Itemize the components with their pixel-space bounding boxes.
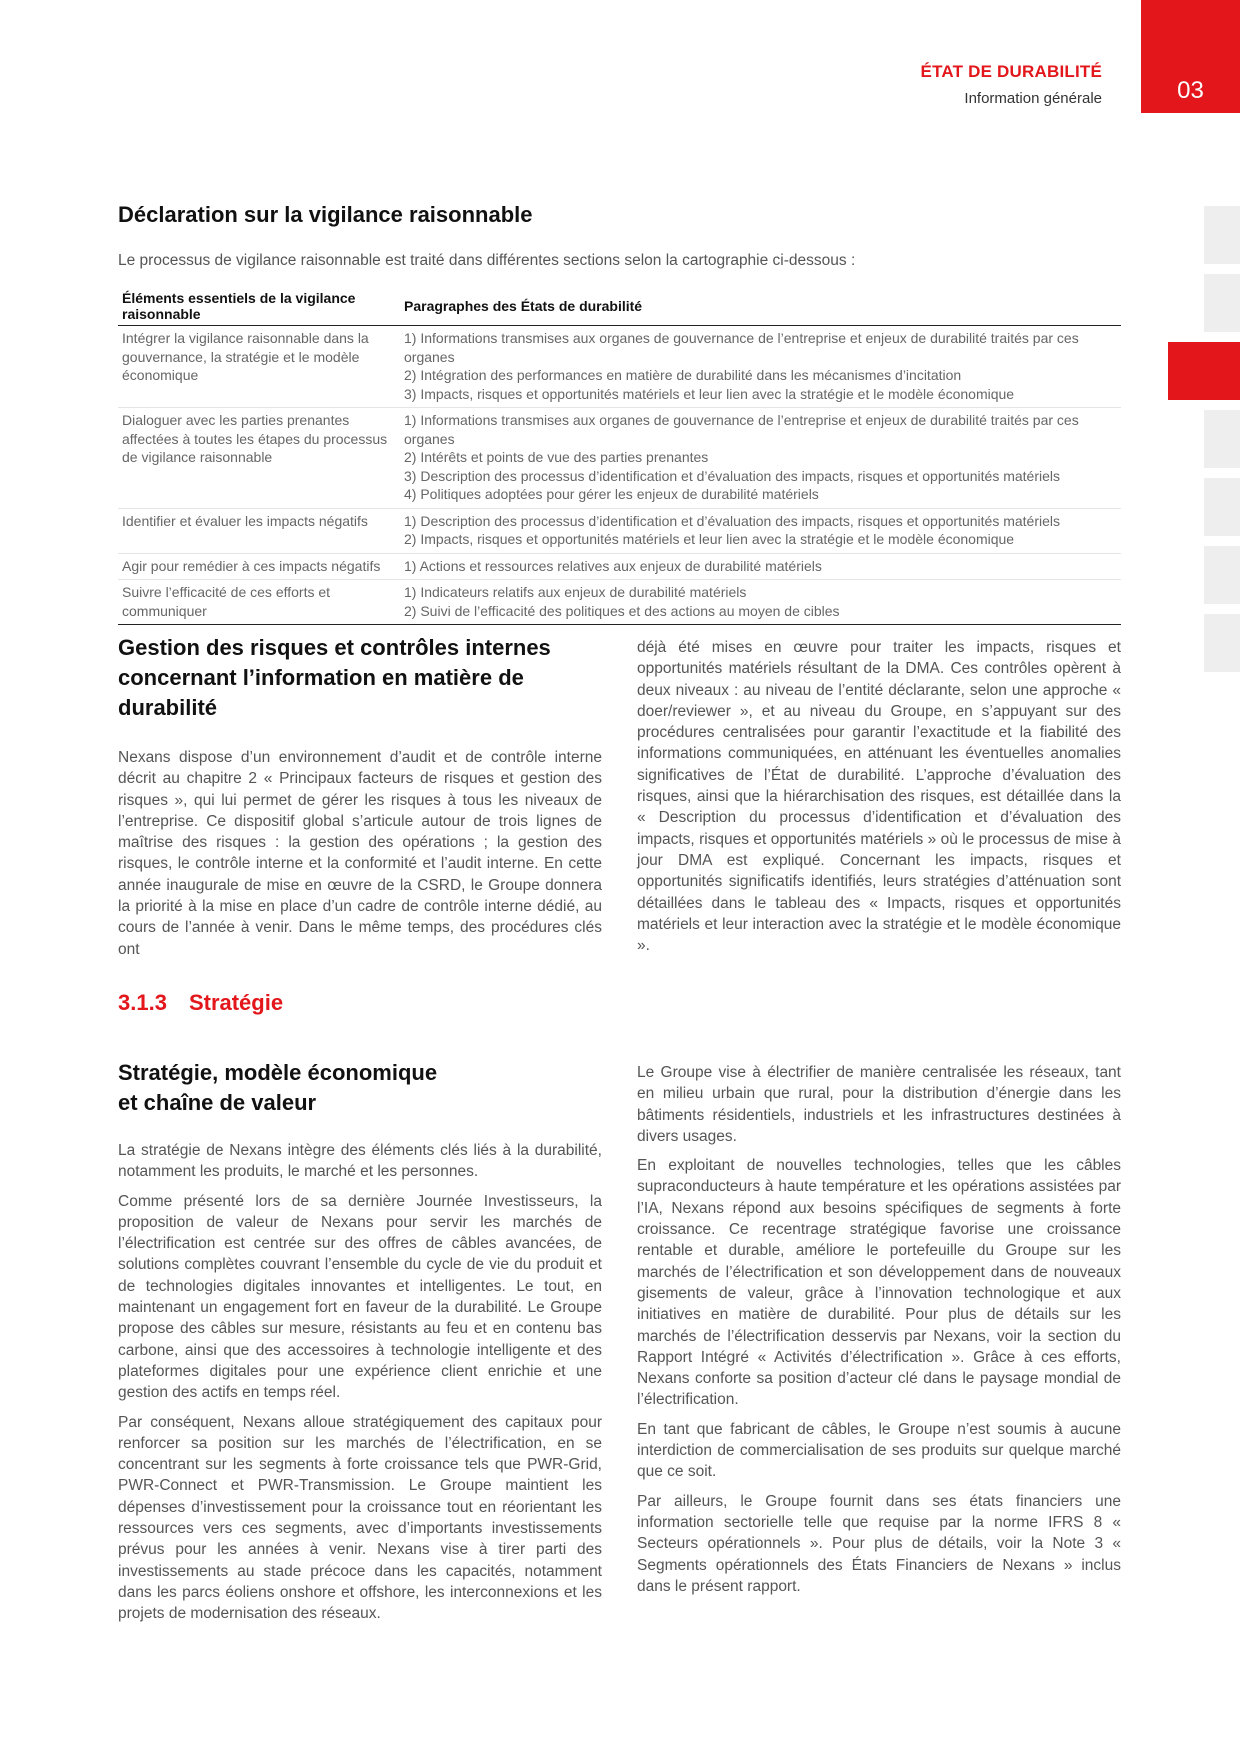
body-paragraph: La stratégie de Nexans intègre des éléments clés liés à la durabilité, notamment les produits, le marché et les personnes. [118,1142,602,1181]
side-tab-7[interactable] [1204,614,1240,672]
table-cell-element: Identifier et évaluer les impacts négatifs [118,508,400,553]
table-cell-paragraphs [400,326,1121,408]
paragraph-ref: 4) Politiques adoptées pour gérer les enjeux de durabilité matériels [404,486,819,502]
section-number: 3.1.3 [118,990,167,1015]
table-cell-paragraphs [400,580,1121,625]
body-paragraph: Par ailleurs, le Groupe fournit dans ses états financiers une information sectorielle telle que requise par la norme IFRS 8 « Secteurs opérationnels ». Pour plus de détails, voir la Note 3 « Segments opérationnels des États Financiers de Nexans » inclus dans le présent rapport. [637,1492,1121,1595]
table-cell-paragraphs [400,553,1121,580]
table-row [118,580,1121,625]
side-tab-5[interactable] [1204,478,1240,536]
strategy-heading-line2: et chaîne de valeur [118,1090,317,1115]
paragraph-ref: 2) Impacts, risques et opportunités matériels et leur lien avec la stratégie et le modèle économique [404,531,1015,547]
body-paragraph: Nexans dispose d’un environnement d’audit et de contrôle interne décrit au chapitre 2 « Principaux facteurs de risques et gestion des risques », qui lui permet de gérer les risques à tous les niveaux de l’entreprise. Ce dispositif global s’articule autour de trois lignes de maîtrise des risques : la gestion des opérations ; la gestion des risques, le contrôle interne et la conformité et l’audit interne. En cette année inaugurale de mise en œuvre de la CSRD, le Groupe donnera la priorité à la mise en place d’un cadre de contrôle interne dédié, au cours de l’année à venir. Dans le même temps, des procédures clés ont [118,749,602,958]
strategy-right-column [637,1062,1121,1605]
side-tab-2[interactable] [1204,274,1240,332]
chapter-number-tab[interactable]: 03 [1141,0,1240,113]
strategy-heading [118,1058,437,1118]
table-cell-element: Intégrer la vigilance raisonnable dans la gouvernance, la stratégie et le modèle économique [118,326,400,408]
paragraph-ref: 3) Impacts, risques et opportunités matériels et leur lien avec la stratégie et le modèle économique [404,385,1015,402]
section-title: ÉTAT DE DURABILITÉ [920,62,1102,81]
risk-management-heading: Gestion des risques et contrôles internes concernant l’information en matière de durabilité [118,635,551,720]
table-row [118,326,1121,408]
paragraph-ref: 2) Intégration des performances en matière de durabilité dans les mécanismes d’incitation [404,367,962,383]
side-tab-6[interactable] [1204,546,1240,604]
vigilance-heading: Déclaration sur la vigilance raisonnable [118,202,533,227]
section-heading-strategy [118,990,283,1016]
table-row [118,553,1121,580]
paragraph-ref: 1) Informations transmises aux organes de gouvernance de l’entreprise et enjeux de durabilité traités par ces organes [404,330,1079,365]
paragraph-ref: 1) Actions et ressources relatives aux enjeux de durabilité matériels [404,557,822,574]
side-chapter-tabs [1204,206,1240,682]
body-paragraph: déjà été mises en œuvre pour traiter les impacts, risques et opportunités matériels résultant de la DMA. Ces contrôles opèrent à deux niveaux : au niveau de l’entité déclarante, selon une approche « doer/reviewer », et au niveau du Groupe, en s’appuyant sur des procédures centralisées pour garantir l’exactitude et la fiabilité des informations communiquées, en atténuant les éventuelles anomalies significatives de l’État de durabilité. L’approche d’évaluation des risques, ainsi que la hiérarchisation des risques, est détaillée dans la « Description du processus d’identification et d’évaluation des impacts, risques et opportunités matériels » où le processus de mise à jour DMA est expliqué. Concernant les impacts, risques et opportunités significatifs identifiés, leurs stratégies d’atténuation sont détaillées dans le tableau des « Impacts, risques et opportunités matériels et leur interaction avec la stratégie et le modèle économique ». [637,639,1121,955]
vigilance-table [118,288,1121,625]
side-tab-3-active[interactable] [1168,342,1240,400]
paragraph-ref: 1) Indicateurs relatifs aux enjeux de durabilité matériels [404,584,747,600]
body-paragraph: En exploitant de nouvelles technologies, telles que les câbles supraconducteurs à haute température et les opérations assistées par l’IA, Nexans répond aux besoins spécifiques de segments à forte croissance. Ce recentrage stratégique favorise une croissance rentable et durable, améliore le portefeuille du Groupe sur les marchés de l’électrification et son développement dans de nouveaux gisements de valeur, grâce à l’innovation technologique et aux initiatives en matière de durabilité. Pour plus de détails sur les marchés de l’électrification desservis par Nexans, voir la section du Rapport Intégré « Activités d’électrification ». Grâce à ces efforts, Nexans conforte sa position d’acteur clé dans le paysage mondial de l’électrification. [637,1157,1121,1409]
table-cell-element: Agir pour remédier à ces impacts négatifs [118,553,400,580]
table-header-elements: Éléments essentiels de la vigilance raisonnable [118,288,400,326]
table-row [118,408,1121,509]
paragraph-ref: 1) Description des processus d’identification et d’évaluation des impacts, risques et opportunités matériels [404,512,1061,529]
table-header-paragraphs: Paragraphes des États de durabilité [400,288,1121,326]
section-title-text: Stratégie [188,990,284,1015]
table-row [118,508,1121,553]
body-paragraph: En tant que fabricant de câbles, le Groupe n’est soumis à aucune interdiction de commercialisation de ses produits sur quelque marché que ce soit. [637,1420,1121,1481]
body-paragraph: Comme présenté lors de sa dernière Journée Investisseurs, la proposition de valeur de Nexans pour servir les marchés de l’électrification est centrée sur des offres de câbles avancées, de solutions complètes couvrant l’ensemble du cycle de vie du produit et de technologies digitales innovantes et intelligentes. Le tout, en maintenant un engagement fort en faveur de la durabilité. Le Groupe propose des câbles sur mesure, résistants au feu et en contenu bas carbone, ainsi que des accessoires à technologie intelligente et des plateformes digitales pour une expérience client enrichie et une gestion des actifs en temps réel. [118,1192,602,1402]
risk-management-left-column [118,747,602,968]
body-paragraph: Le Groupe vise à électrifier de manière centralisée les réseaux, tant en milieu urbain que rural, pour la distribution d’énergie dans les bâtiments résidentiels, industriels et les infrastructures destinées à divers usages. [637,1064,1121,1145]
table-cell-element: Dialoguer avec les parties prenantes affectées à toutes les étapes du processus de vigilance raisonnable [118,408,400,509]
table-header-row [118,288,1121,326]
body-paragraph: Par conséquent, Nexans alloue stratégiquement des capitaux pour renforcer sa position sur les marchés de l’électrification, en se concentrant sur les segments à forte croissance tels que PWR-Grid, PWR-Connect et PWR-Transmission. Le Groupe maintient les dépenses d’investissement pour la croissance tout en réorientant les ressources vers ces segments, avec d’importants investissements prévus pour les années à venir. Nexans vise à tirer parti des investissements au stade précoce dans les capacités, notamment dans les parcs éoliens onshore et offshore, les interconnexions et les projets de modernisation des réseaux. [118,1413,602,1623]
paragraph-ref: 3) Description des processus d’identification et d’évaluation des impacts, risques et opportunités matériels [404,467,1061,484]
vigilance-intro: Le processus de vigilance raisonnable est traité dans différentes sections selon la cartographie ci-dessous : [118,252,856,269]
side-tab-4[interactable] [1204,410,1240,468]
paragraph-ref: 1) Informations transmises aux organes de gouvernance de l’entreprise et enjeux de durabilité traités par ces organes [404,412,1079,447]
table-cell-paragraphs [400,508,1121,553]
side-tab-1[interactable] [1204,206,1240,264]
table-cell-paragraphs [400,408,1121,509]
strategy-heading-line1: Stratégie, modèle économique [118,1060,438,1085]
risk-management-right-column [637,637,1121,964]
table-cell-element: Suivre l’efficacité de ces efforts et communiquer [118,580,400,625]
paragraph-ref: 2) Suivi de l’efficacité des politiques et des actions au moyen de cibles [404,602,840,619]
section-subtitle: Information générale [964,90,1102,107]
strategy-left-column [118,1140,602,1633]
paragraph-ref: 2) Intérêts et points de vue des parties prenantes [404,449,709,465]
